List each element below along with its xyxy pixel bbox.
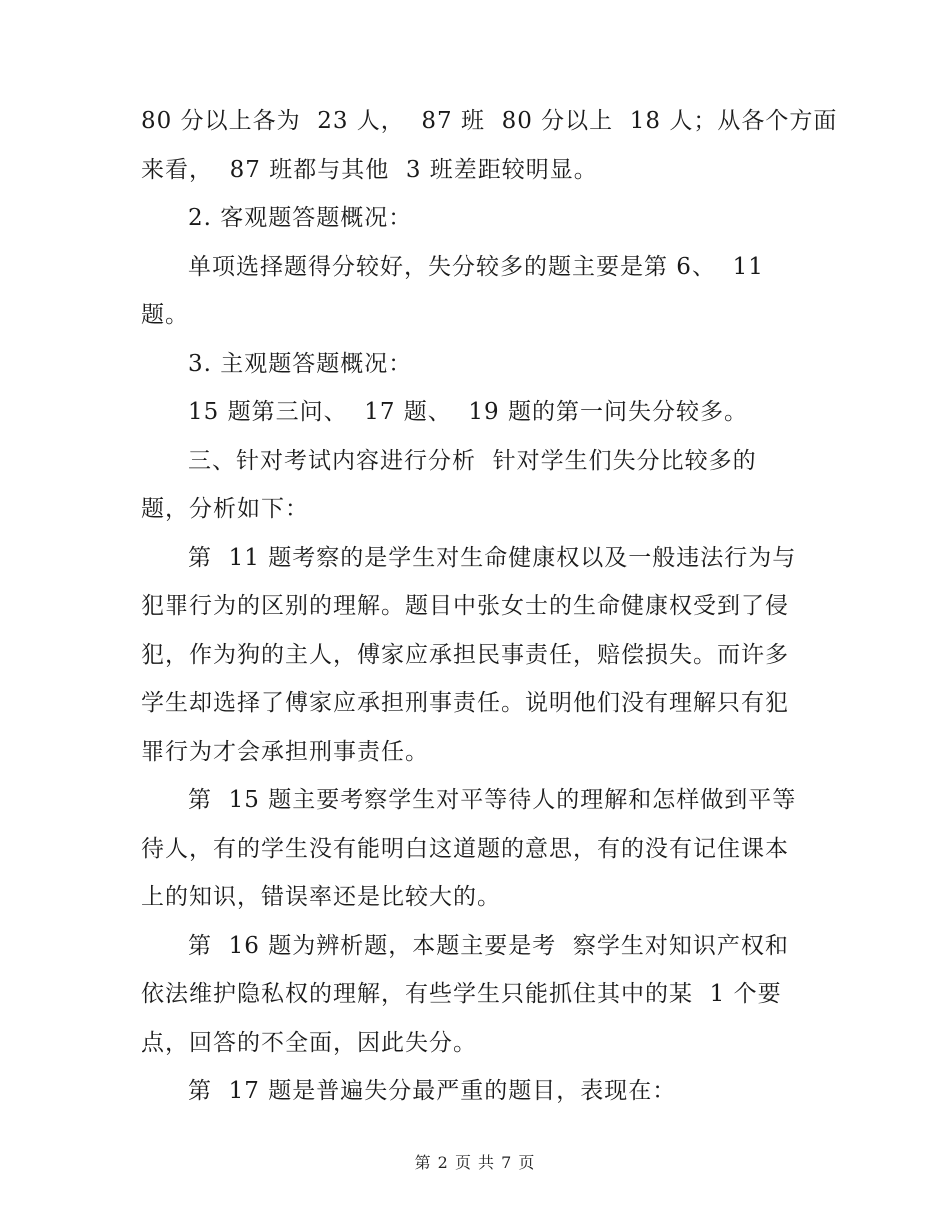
section-heading-analysis: 三、针对考试内容进行分析 针对学生们失分比较多的 <box>188 447 757 474</box>
paragraph-q16-line-3: 点，回答的不全面，因此失分。 <box>141 1029 477 1056</box>
page-number-footer: 第 2 页 共 7 页 <box>414 1153 536 1172</box>
text-line-7: 15 题第三问、 17 题、 19 题的第一问失分较多。 <box>188 399 748 425</box>
paragraph-q15-line-3: 上的知识，错误率还是比较大的。 <box>141 884 501 910</box>
paragraph-q11-line-5: 罪行为才会承担刑事责任。 <box>141 738 429 765</box>
text-line-5: 题。 <box>141 302 189 328</box>
text-line-2: 来看， 87 班都与其他 3 班差距较明显。 <box>141 156 598 183</box>
paragraph-q11-line-4: 学生却选择了傅家应承担刑事责任。说明他们没有理解只有犯 <box>141 690 789 716</box>
text-line-1: 80 分以上各为 23 人， 87 班 80 分以上 18 人；从各个方面 <box>141 108 838 134</box>
text-line-9: 题，分析如下： <box>141 496 309 522</box>
paragraph-q17-line-1: 第 17 题是普遍失分最严重的题目，表现在： <box>188 1078 677 1104</box>
paragraph-q15-line-1: 第 15 题主要考察学生对平等待人的理解和怎样做到平等 <box>188 787 797 813</box>
paragraph-q11-line-3: 犯，作为狗的主人，傅家应承担民事责任，赔偿损失。而许多 <box>141 641 789 668</box>
paragraph-q11-line-2: 犯罪行为的区别的理解。题目中张女士的生命健康权受到了侵 <box>141 593 789 619</box>
paragraph-q11-line-1: 第 11 题考察的是学生对生命健康权以及一般违法行为与 <box>188 544 797 571</box>
paragraph-q16-line-1: 第 16 题为辨析题，本题主要是考 察学生对知识产权和 <box>188 932 789 959</box>
section-heading-objective: 2. 客观题答题概况： <box>188 205 413 231</box>
paragraph-q15-line-2: 待人，有的学生没有能明白这道题的意思，有的没有记住课本 <box>141 835 789 862</box>
section-heading-subjective: 3. 主观题答题概况： <box>188 350 413 377</box>
paragraph-q16-line-2: 依法维护隐私权的理解，有些学生只能抓住其中的某 1 个要 <box>141 981 782 1007</box>
document-body <box>141 97 838 1116</box>
text-line-4: 单项选择题得分较好，失分较多的题主要是第 6、 11 <box>188 253 764 280</box>
